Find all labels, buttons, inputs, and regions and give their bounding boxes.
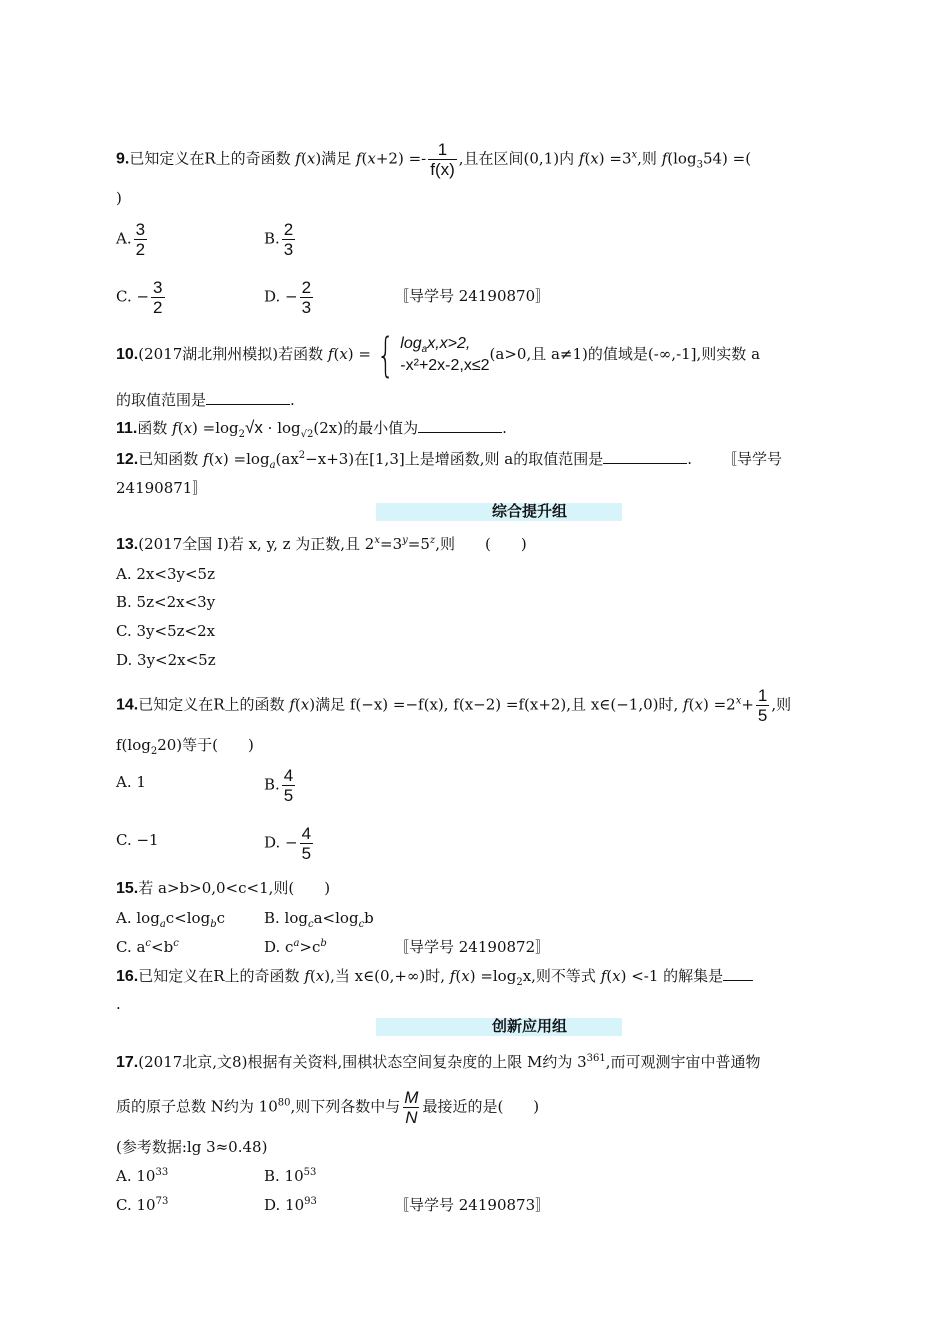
- q9-stem: 9.已知定义在R上的奇函数 f(x)满足 f(x+2) =- $\frac{1}{f(x)}$ ,且在区间(0,1)内 $f(x) =3^x$,则 $f(\log_354)$ =(: [116, 140, 752, 179]
- section-title-1: 综合提升组: [492, 503, 568, 520]
- q10-number: 10.: [116, 346, 139, 363]
- q13-option-c[interactable]: C. 3y<5z<2x: [116, 622, 216, 640]
- q9-number: 9.: [116, 150, 130, 168]
- q9-fraction: $\frac{1}{f(x)}$: [430, 140, 455, 179]
- q17-option-b[interactable]: B. $10^{53}$: [264, 1167, 317, 1185]
- q15-stem: 15.若 a>b>0,0<c<1,则( ): [116, 879, 331, 897]
- q9-paren-close: ): [116, 189, 122, 207]
- q12-stem: 12.已知函数 $f(x) =\log_a(ax^2-x+3)$在[1,3]上是增函数,则 a的取值范围是 . 〚导学号: [116, 450, 782, 471]
- q13-number: 13.: [116, 536, 139, 553]
- q16-number: 16.: [116, 968, 139, 985]
- q13-option-d[interactable]: D. 3y<2x<5z: [116, 651, 216, 669]
- q15-option-c[interactable]: C. $a^c<b^c$: [116, 938, 179, 956]
- q14-option-a[interactable]: A. 1: [116, 773, 146, 791]
- q14-option-d[interactable]: D. − $\frac{4}{5}$: [264, 824, 312, 863]
- q11-stem: 11.函数 $f(x) =\log_2√x \cdot \log_{√2}(2x)$的最小值为 .: [116, 418, 507, 440]
- q13-stem: 13.(2017全国 Ⅰ)若 x, y, z 为正数,且 $2^x=3^y=5^z$,则 ( ): [116, 535, 527, 553]
- q9-option-b[interactable]: B. $\frac{2}{3}$: [264, 220, 294, 259]
- q10-piecewise: { $\log_ax,x>2$, -x²+2x-2,x≤2: [376, 328, 490, 382]
- q14-stem: 14.已知定义在R上的函数 f(x)满足 f(−x) =−f(x), f(x−2) =f(x+2),且 x∈(−1,0)时, $f(x) =2^x+$ $\frac{1}{5}$ ,则: [116, 686, 792, 725]
- q17-option-a[interactable]: A. $10^{33}$: [116, 1167, 169, 1185]
- q17-hint: (参考数据:lg 3≈0.48): [116, 1138, 268, 1156]
- q10-line2: 的取值范围是 .: [116, 391, 295, 409]
- q9-option-d[interactable]: D. − $\frac{2}{3}$: [264, 278, 312, 317]
- q15-option-a[interactable]: A. $\log_ac<\log_bc$: [116, 909, 225, 930]
- section-title-2: 创新应用组: [492, 1018, 568, 1035]
- q14-fraction: $\frac{1}{5}$: [757, 686, 768, 725]
- q9-option-a[interactable]: A. $\frac{3}{2}$: [116, 220, 146, 259]
- q17-stem: 17.(2017北京,文8)根据有关资料,围棋状态空间复杂度的上限 M约为 $3^{361}$,而可观测宇宙中普通物: [116, 1053, 761, 1071]
- q16-stem: 16.已知定义在R上的奇函数 f(x),当 x∈(0,+∞)时, $f(x) =\log_2x$,则不等式 f(x) <-1 的解集是: [116, 966, 753, 987]
- q15-reference: 〚导学号 24190872〛: [394, 938, 551, 956]
- q16-answer-blank[interactable]: [723, 966, 753, 981]
- q14-line2: $f(\log_220)$等于( ): [116, 736, 254, 757]
- q17-number: 17.: [116, 1054, 139, 1071]
- q13-option-b[interactable]: B. 5z<2x<3y: [116, 593, 216, 611]
- q12-reference: 〚导学号: [721, 450, 782, 468]
- q15-option-b[interactable]: B. $\log_ca<\log_cb$: [264, 909, 374, 930]
- q9-option-c[interactable]: C. − $\frac{3}{2}$: [116, 278, 163, 317]
- q10-stem: 10.(2017湖北荆州模拟)若函数 f(x) = { $\log_ax,x>2$, -x²+2x-2,x≤2 (a>0,且 a≠1)的值域是(-∞,-1],则实数 a: [116, 328, 761, 382]
- q14-option-c[interactable]: C. −1: [116, 831, 159, 849]
- q15-option-d[interactable]: D. $c^a>c^b$: [264, 938, 327, 956]
- q14-option-b[interactable]: B. $\frac{4}{5}$: [264, 766, 294, 805]
- q11-number: 11.: [116, 420, 138, 437]
- q10-answer-blank[interactable]: [206, 390, 290, 405]
- q12-number: 12.: [116, 451, 139, 468]
- q12-answer-blank[interactable]: [603, 449, 687, 464]
- q15-number: 15.: [116, 880, 139, 897]
- q13-option-a[interactable]: A. 2x<3y<5z: [116, 565, 215, 583]
- q16-end: .: [116, 995, 121, 1013]
- q9-reference: 〚导学号 24190870〛: [394, 287, 551, 305]
- q14-number: 14.: [116, 696, 139, 714]
- q11-answer-blank[interactable]: [418, 418, 502, 433]
- q17-option-d[interactable]: D. $10^{93}$: [264, 1196, 317, 1214]
- q12-reference-cont: 24190871〛: [116, 479, 208, 497]
- q17-fraction: $\frac{M}{N}$: [404, 1088, 419, 1127]
- q17-line2: 质的原子总数 N约为 $10^{80}$,则下列各数中与 $\frac{M}{N}$ 最接近的是( ): [116, 1088, 540, 1127]
- q17-option-c[interactable]: C. $10^{73}$: [116, 1196, 169, 1214]
- q17-reference: 〚导学号 24190873〛: [394, 1196, 551, 1214]
